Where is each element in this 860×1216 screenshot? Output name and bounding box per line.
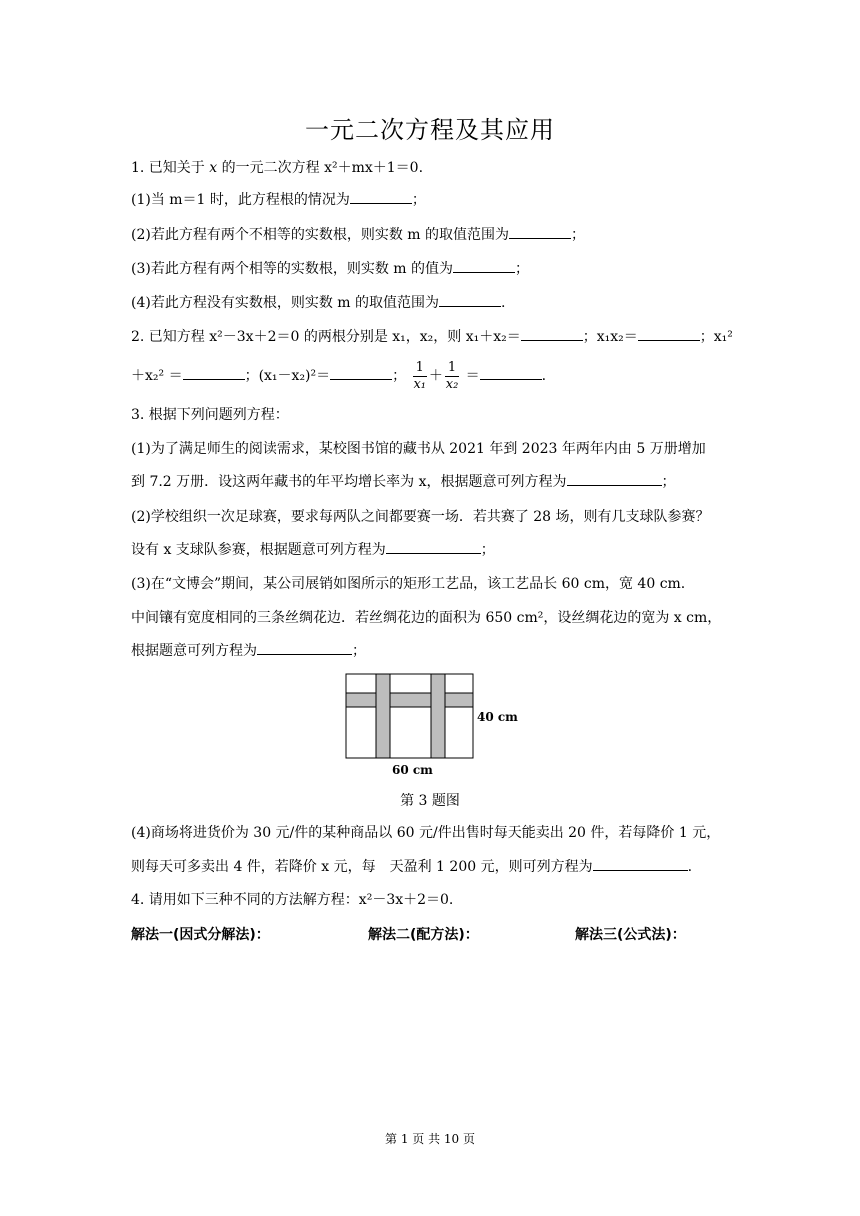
q1-part3-text: (3)若此方程有两个相等的实数根，则实数 m 的值为 bbox=[131, 261, 454, 277]
q2-square-text: ；x₁² bbox=[699, 329, 733, 345]
q2-sum-text: 2. 已知方程 x²－3x＋2＝0 的两根分别是 x₁，x₂，则 x₁＋x₂＝ bbox=[131, 329, 521, 345]
fraction-denominator: x₁ bbox=[413, 376, 426, 392]
q3-part4-line2 bbox=[131, 857, 692, 877]
answer-blank[interactable] bbox=[257, 641, 352, 655]
border-overlap-1 bbox=[377, 694, 390, 707]
q3-part1-line2 bbox=[131, 472, 676, 492]
vertical-silk-border-1 bbox=[376, 674, 390, 758]
q1-part3 bbox=[131, 259, 529, 279]
q3-part3-text: 根据题意可列方程为 bbox=[131, 643, 257, 659]
q1-part3-end: ； bbox=[515, 261, 530, 277]
page-footer: 第 1 页 共 10 页 bbox=[385, 1132, 475, 1146]
page-title: 一元二次方程及其应用 bbox=[305, 116, 555, 144]
q1-part1-text: (1)当 m＝1 时，此方程根的情况为 bbox=[131, 192, 350, 208]
plus-sign: ＋ bbox=[428, 368, 443, 384]
q2-separator: ； bbox=[392, 368, 407, 384]
q4-method1: 解法一(因式分解法)： bbox=[131, 927, 270, 943]
answer-blank[interactable] bbox=[453, 259, 515, 273]
q3-part1-line1: (1)为了满足师生的阅读需求，某校图书馆的藏书从 2021 年到 2023 年两年内由 5 万册增加 bbox=[131, 441, 706, 457]
vertical-silk-border-2 bbox=[431, 674, 445, 758]
q2-diff-square-text: ；(x₁－x₂)²＝ bbox=[244, 368, 331, 384]
q3-part1-text: 到 7.2 万册．设这两年藏书的年平均增长率为 x，根据题意可列方程为 bbox=[131, 474, 567, 490]
q3-part4-end: . bbox=[687, 859, 693, 875]
q3-part3-end: ； bbox=[352, 643, 366, 659]
q4-method3: 解法三(公式法)： bbox=[575, 927, 686, 943]
q3-stem: 3. 根据下列问题列方程： bbox=[131, 407, 289, 423]
horizontal-silk-border bbox=[346, 693, 473, 707]
q2-square-sum-text: ＋x₂² ＝ bbox=[131, 368, 183, 384]
q2-line1 bbox=[131, 327, 733, 347]
q1-part2-end: ； bbox=[571, 227, 586, 243]
q3-part4-line1: (4)商场将进货价为 30 元/件的某种商品以 60 元/件出售时每天能卖出 20 件，若每降价 1 元， bbox=[131, 825, 721, 841]
q2-line2 bbox=[131, 358, 546, 394]
q3-part3-line3 bbox=[131, 641, 366, 661]
q3-part3-line1: (3)在“文博会”期间，某公司展销如图所示的矩形工艺品，该工艺品长 60 cm，宽 40 cm. bbox=[131, 576, 686, 592]
q1-equation: x²＋mx＋1＝0. bbox=[324, 160, 424, 176]
q1-part4-end: . bbox=[501, 295, 506, 311]
q3-part2-end: ； bbox=[480, 542, 495, 558]
q4-stem: 4. 请用如下三种不同的方法解方程：x²－3x＋2＝0. bbox=[131, 892, 454, 908]
figure-caption: 第 3 题图 bbox=[400, 793, 460, 809]
width-label: 60 cm bbox=[392, 763, 433, 777]
fraction-denominator: x₂ bbox=[445, 376, 459, 392]
q3-part1-end: ； bbox=[661, 474, 676, 490]
equals-sign: ＝ bbox=[465, 368, 480, 384]
artwork-rectangle bbox=[346, 674, 473, 758]
answer-blank[interactable] bbox=[593, 857, 688, 871]
answer-blank[interactable] bbox=[521, 327, 583, 341]
answer-blank[interactable] bbox=[439, 293, 501, 307]
fraction-numerator: 1 bbox=[445, 360, 459, 377]
answer-blank[interactable] bbox=[638, 327, 700, 341]
q2-fraction-2 bbox=[445, 360, 459, 393]
q3-part2-line2 bbox=[131, 540, 495, 560]
answer-blank[interactable] bbox=[567, 472, 662, 486]
q3-part2-line1: (2)学校组织一次足球赛，要求每两队之间都要赛一场．若共赛了 28 场，则有几支球队参赛？ bbox=[131, 509, 710, 525]
answer-blank[interactable] bbox=[480, 366, 542, 380]
q1-stem-pre: 1. 已知关于 bbox=[131, 160, 210, 176]
q1-stem bbox=[131, 158, 423, 178]
q3-part2-text: 设有 x 支球队参赛，根据题意可列方程为 bbox=[131, 542, 386, 558]
q1-stem-var: x bbox=[209, 160, 218, 176]
q2-end: . bbox=[541, 368, 547, 384]
q3-part4-text: 则每天可多卖出 4 件，若降价 x 元，每 天盈利 1 200 元，则可列方程为 bbox=[131, 859, 593, 875]
answer-blank[interactable] bbox=[386, 540, 481, 554]
q2-product-text: ；x₁x₂＝ bbox=[582, 329, 638, 345]
answer-blank[interactable] bbox=[350, 190, 412, 204]
q4-method2: 解法二(配方法)： bbox=[368, 927, 479, 943]
answer-blank[interactable] bbox=[183, 366, 245, 380]
q1-stem-mid: 的一元二次方程 bbox=[217, 160, 325, 176]
q1-part2 bbox=[131, 225, 585, 245]
answer-blank[interactable] bbox=[509, 225, 571, 239]
q1-part4-text: (4)若此方程没有实数根，则实数 m 的取值范围为 bbox=[131, 295, 440, 311]
q3-part3-line2: 中间镶有宽度相同的三条丝绸花边．若丝绸花边的面积为 650 cm²，设丝绸花边的宽为 x cm， bbox=[131, 610, 722, 626]
q1-part1 bbox=[131, 190, 426, 210]
q1-part2-text: (2)若此方程有两个不相等的实数根，则实数 m 的取值范围为 bbox=[131, 227, 510, 243]
answer-blank[interactable] bbox=[330, 366, 392, 380]
q2-fraction-1 bbox=[413, 360, 427, 393]
border-overlap-2 bbox=[432, 694, 445, 707]
rectangle-figure bbox=[330, 672, 530, 782]
height-label: 40 cm bbox=[477, 710, 518, 724]
fraction-numerator: 1 bbox=[413, 360, 427, 377]
q1-part1-end: ； bbox=[411, 192, 426, 208]
q1-part4 bbox=[131, 293, 505, 313]
